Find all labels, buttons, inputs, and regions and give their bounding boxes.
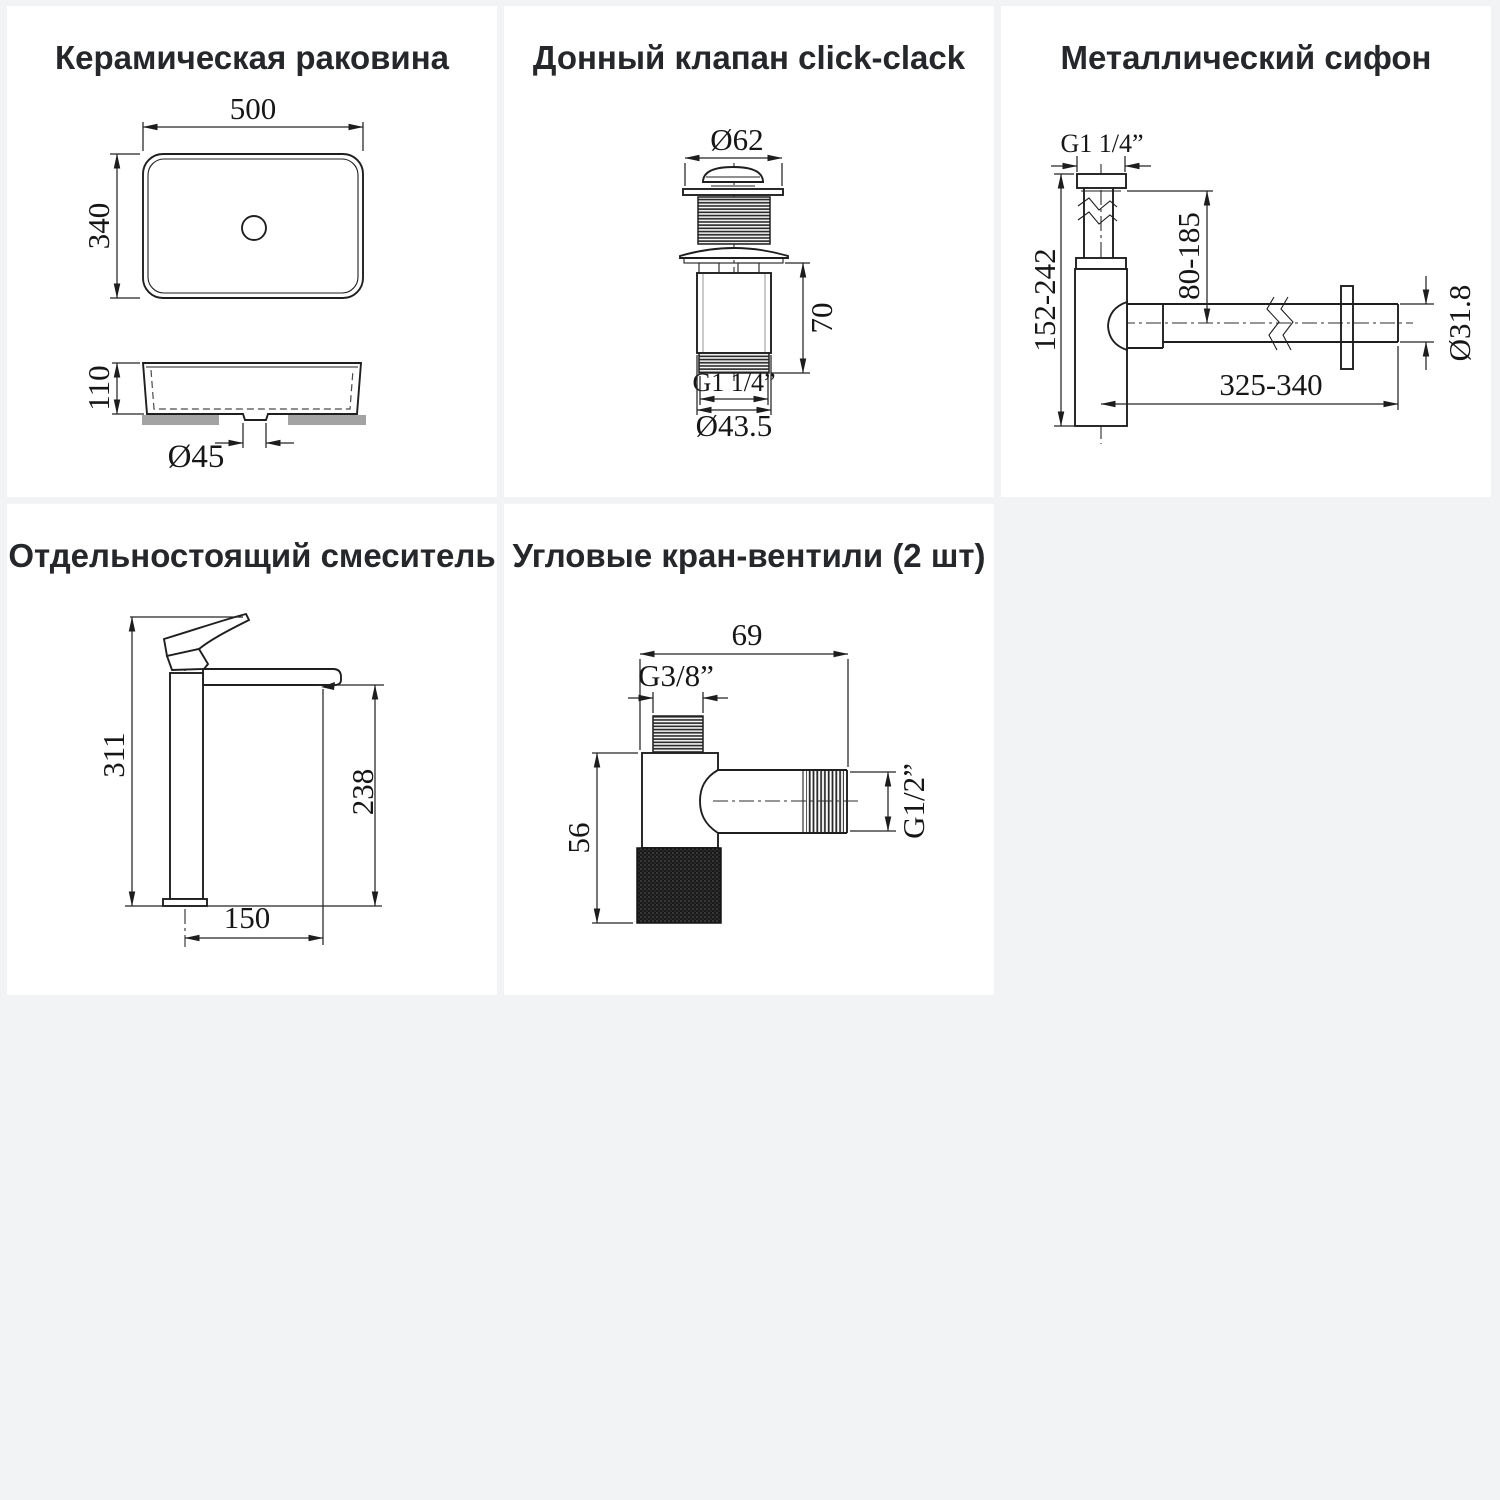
dim-sink-width <box>143 91 363 151</box>
valve-body <box>680 163 788 381</box>
inlet-thread <box>653 716 703 753</box>
angle-height-label: 56 <box>561 822 596 854</box>
mixer-drawing <box>7 504 497 995</box>
siphon-length-label: 325-340 <box>1219 367 1323 402</box>
panel-mixer <box>7 504 497 995</box>
angle-inlet-thread-label: G3/8” <box>638 658 714 693</box>
dim-sink-drain <box>168 423 294 475</box>
valve-thread-label: G1 1/4” <box>692 368 776 397</box>
valve-cap-label: Ø62 <box>710 122 764 157</box>
sink-height-label: 110 <box>81 365 116 411</box>
panel-title: Металлический сифон <box>1060 39 1432 76</box>
dim-sink-height <box>81 363 144 414</box>
dim-siphon-height <box>1027 174 1074 426</box>
dim-valve-thread <box>692 368 775 405</box>
knurled-handle <box>637 848 721 923</box>
angle-valve-body <box>637 716 858 923</box>
siphon-pipe-label: Ø31.8 <box>1442 284 1477 362</box>
sink-side-view <box>142 363 366 425</box>
mixer-height-label: 311 <box>96 732 131 778</box>
siphon-thread-label: G1 1/4” <box>1060 129 1144 158</box>
dim-mixer-height <box>96 617 382 906</box>
dim-angle-inlet-thread <box>628 658 728 713</box>
valve-diameter-label: Ø43.5 <box>695 408 773 443</box>
sink-drawing <box>7 6 497 497</box>
panel-drain-valve <box>504 6 994 497</box>
mounting-pad-right <box>288 415 366 425</box>
panel-title: Донный клапан click-clack <box>532 39 966 76</box>
siphon-body <box>1075 164 1413 444</box>
panel-ceramic-sink <box>7 6 497 497</box>
mixer-body <box>163 614 341 947</box>
drain-valve-drawing <box>504 6 994 497</box>
angle-outlet-thread-label: G1/2” <box>896 763 931 839</box>
dim-sink-depth <box>81 154 140 298</box>
mixer-spout-label: 238 <box>345 768 380 816</box>
panel-title: Угловые кран-вентили (2 шт) <box>512 537 986 574</box>
siphon-drawing <box>1001 6 1491 497</box>
dim-mixer-spout <box>315 685 384 906</box>
dim-angle-outlet-thread <box>850 763 931 839</box>
panel-title: Отдельностоящий смеситель <box>8 537 496 574</box>
dim-valve-height <box>771 263 839 373</box>
upper-thread <box>698 197 770 244</box>
panel-siphon <box>1001 6 1491 497</box>
mounting-pad-left <box>142 415 219 425</box>
angle-length-label: 69 <box>731 617 763 652</box>
siphon-inlet-label: 80-185 <box>1171 212 1206 300</box>
sink-drain-label: Ø45 <box>167 439 225 475</box>
mixer-reach-label: 150 <box>223 900 271 935</box>
panel-title: Керамическая раковина <box>54 39 450 76</box>
panel-angle-valve <box>504 504 994 995</box>
angle-valve-drawing <box>504 504 994 995</box>
sink-width-label: 500 <box>229 91 277 126</box>
valve-height-label: 70 <box>804 302 839 334</box>
sink-depth-label: 340 <box>81 202 116 250</box>
dim-angle-height <box>561 753 638 923</box>
siphon-height-label: 152-242 <box>1027 248 1062 352</box>
sink-top-view <box>143 154 363 298</box>
